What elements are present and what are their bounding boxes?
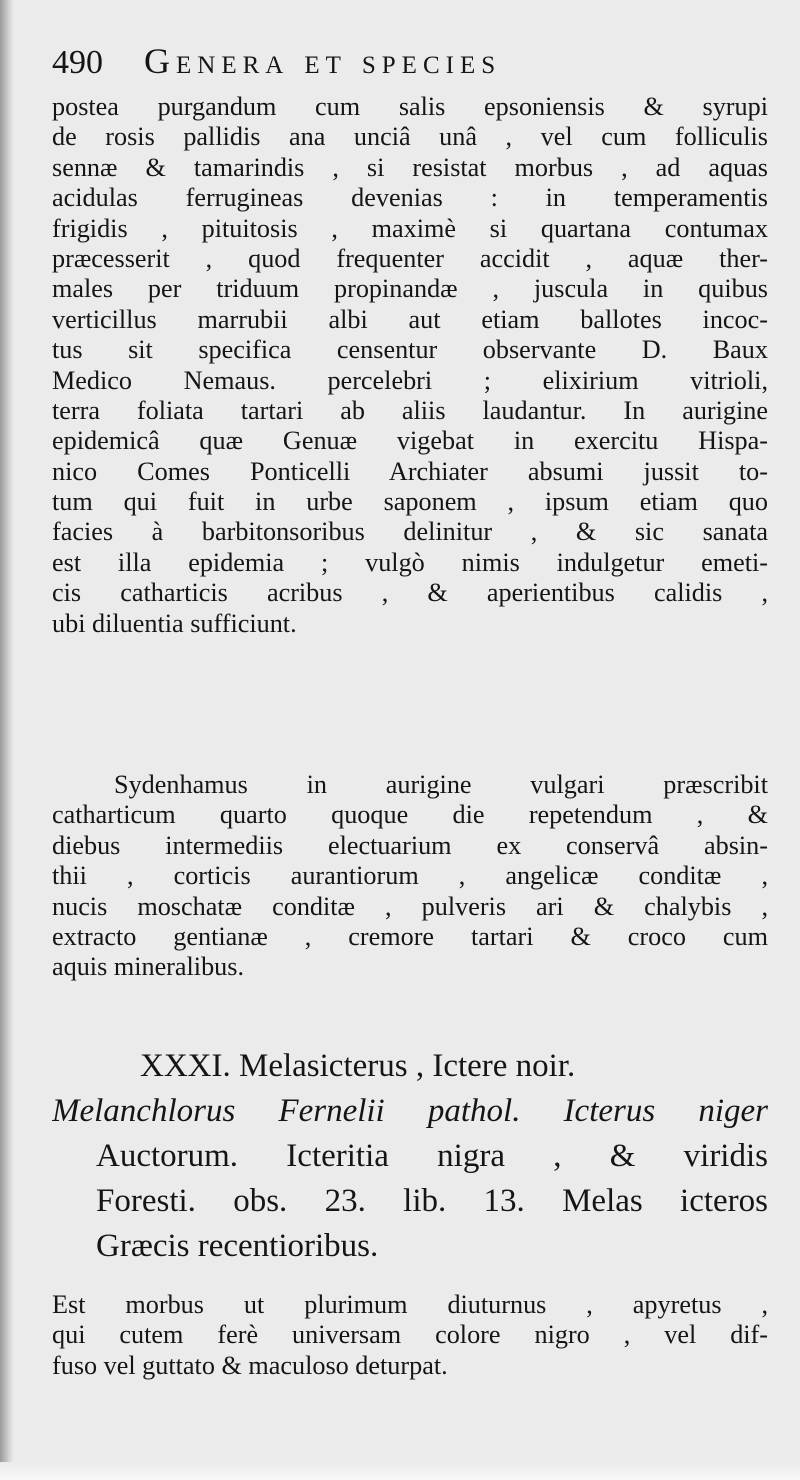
section-title: XXXI. Melasicterus , Ictere noir. [140, 1048, 576, 1084]
text-line: epidemicâ quæ Genuæ vigebat in exercitu Hispa- [52, 426, 768, 456]
text-line: catharticum quarto quoque die repetendum , & [52, 800, 768, 830]
text-line: terra foliata tartari ab aliis laudantur. In aurigine [52, 395, 768, 425]
section-synonyms: Melanchlorus Fernelii pathol. Icterus niger [52, 1093, 768, 1129]
section-heading-xxxi [52, 1044, 768, 1269]
text-line: diebus intermediis electuarium ex conservâ absin- [52, 830, 768, 860]
text-line: verticillus marrubii albi aut etiam ballotes incoc- [52, 304, 768, 334]
text-line: cis catharticis acribus , & aperientibus calidis , [52, 578, 768, 608]
paragraph-3 [52, 1290, 768, 1381]
page-edge-bottom [0, 1462, 800, 1480]
text-line: sennæ & tamarindis , si resistat morbus , ad aquas [52, 152, 768, 182]
text-line: qui cutem ferè universam colore nigro , vel dif- [52, 1320, 768, 1350]
text-line: est illa epidemia ; vulgò nimis indulgetur emeti- [52, 547, 768, 577]
running-header [52, 40, 772, 90]
text-line: thii , corticis aurantiorum , angelicæ conditæ , [52, 861, 768, 891]
page-number: 490 [52, 44, 103, 81]
section-synonyms: Auctorum. Icteritia nigra , & viridis [96, 1138, 768, 1174]
paragraph-1 [52, 92, 768, 639]
text-line: extracto gentianæ , cremore tartari & croco cum [52, 921, 768, 951]
text-line: nucis moschatæ conditæ , pulveris ari & chalybis , [52, 891, 768, 921]
paragraph-2 [52, 770, 768, 983]
running-title: Genera et species [144, 41, 502, 81]
text-line: males per triduum propinandæ , juscula in quibus [52, 274, 768, 304]
text-line: ubi diluentia sufficiunt. [52, 608, 297, 638]
text-line: de rosis pallidis ana unciâ unâ , vel cum folliculis [52, 122, 768, 152]
page-shadow-left [0, 0, 14, 1480]
text-line: Sydenhamus in aurigine vulgari præscribit [114, 770, 768, 799]
text-line: fuso vel guttato & maculoso deturpat. [52, 1350, 448, 1380]
text-line: nico Comes Ponticelli Archiater absumi jussit to- [52, 456, 768, 486]
section-synonyms: Græcis recentioribus. [96, 1228, 379, 1264]
text-line: Medico Nemaus. percelebri ; elixirium vitrioli, [52, 365, 768, 395]
text-line: aquis mineralibus. [52, 952, 245, 982]
text-line: tus sit specifica censentur observante D. Baux [52, 335, 768, 365]
text-line: præcesserit , quod frequenter accidit , aquæ ther- [52, 243, 768, 273]
text-line: tum qui fuit in urbe saponem , ipsum etiam quo [52, 487, 768, 517]
text-line: Est morbus ut plurimum diuturnus , apyretus , [52, 1290, 768, 1319]
section-synonyms: Foresti. obs. 23. lib. 13. Melas icteros [96, 1183, 768, 1219]
text-line: facies à barbitonsoribus delinitur , & sic sanata [52, 517, 768, 547]
text-line: acidulas ferrugineas devenias : in temperamentis [52, 183, 768, 213]
text-line: postea purgandum cum salis epsoniensis & syrupi [52, 92, 768, 121]
text-line: frigidis , pituitosis , maximè si quartana contumax [52, 213, 768, 243]
